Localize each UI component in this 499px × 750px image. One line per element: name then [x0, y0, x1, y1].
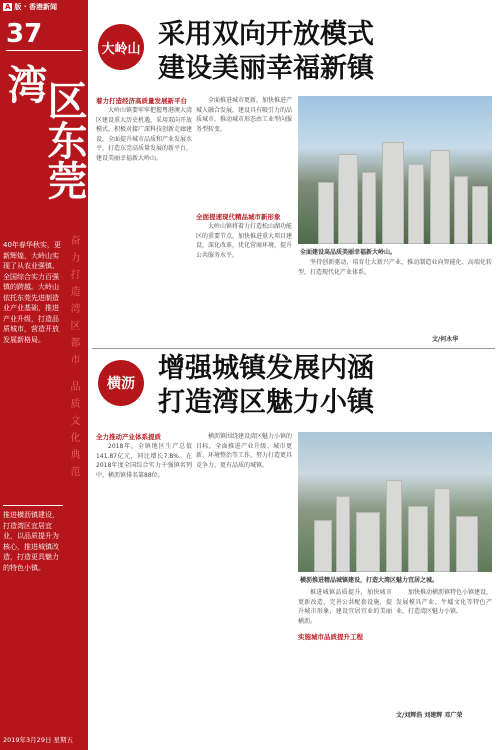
article1-body-col1: 大岭山镇要牢牢把握粤港澳大湾区建设重大历史机遇，采用双向开放模式，积极对接广深科技创新走廊建设，全面提升城市品质和产业发展水平，打造东莞高质量发展的新平台，建设美丽幸福新大岭山。: [96, 107, 192, 162]
category-badge-hengli: 横沥: [98, 360, 144, 406]
article2-body-col3: 推进城镇品质提升，加快城市更新改造，完善公共配套设施，提升城市形象，建设宜居宜业的美丽横沥。: [298, 589, 392, 625]
article2-body-col1: 2018年，全镇地区生产总值141.87亿元，同比增长7.8%。在2018年度全国综合实力千强镇名列中，横沥镇排名第88位。: [96, 443, 192, 479]
article2-headline: [158, 352, 374, 420]
main-content: [92, 0, 495, 750]
article2-headline-line1: 增强城镇发展内涵: [158, 353, 374, 384]
article1-headline-line2: 建设美丽幸福新镇: [158, 53, 374, 84]
sidebar: [0, 0, 88, 750]
masthead: [0, 0, 88, 14]
section-title-part1: 湾: [1, 64, 48, 104]
issue-date: 2019年3月29日 星期五: [3, 736, 74, 744]
article1-body-col4: 坚持创新驱动，培育壮大新兴产业，推动制造业向智能化、高端化转型，打造现代化产业体系。: [298, 259, 492, 276]
vertical-slogan: 奋力打造湾区都市 品质文化典范: [68, 235, 79, 484]
article1-subhead2: 全面提速现代精品城市新形象: [196, 213, 281, 221]
sidebar-intro-a: 40年春华秋实，更新辉煌，大岭山实现了从农业强镇、全国综合实力百强镇的跨越。大岭山依托东莞先进制造业产业基础，推进产业升级，打造品质城市，营造开放发展新格局。: [3, 241, 61, 344]
article2-subhead1: 全力推动产业体系提质: [96, 433, 161, 441]
article1-author: 文/何永华: [432, 336, 459, 343]
newspaper-logo: A: [5, 3, 11, 11]
article2-caption: 横沥推进精品城镇建设，打造大湾区魅力宜居之城。: [300, 577, 439, 584]
article1-body-col2: 全面推进城市更新，加快推进产城人融合发展，建设具有吸引力的品质城市，推动城市形态由工业型向服务型转变。: [196, 97, 292, 133]
category-badge-dalingshan: 大岭山: [98, 24, 144, 70]
page-number-divider: [6, 50, 82, 51]
article2-author: 文/刘辉浩 刘建辉 邓广荣: [396, 712, 463, 719]
article2-body-col4: 加快推动横沥镇特色小镇建设，发展模具产业、牛墟文化等特色产业，打造湾区魅力小镇。: [396, 589, 492, 616]
section-title-part2: 区东莞: [41, 80, 88, 200]
article2-headline-line2: 打造湾区魅力小镇: [158, 387, 374, 418]
article1-body-col3: 大岭山镇将着力打造松山湖功能区的重要节点，加快推进重大项目建设，深化改革，优化营商环境，提升公共服务水平。: [196, 223, 292, 259]
article2-photo: [298, 432, 492, 572]
article2-subhead2: 实施城市品质提升工程: [298, 633, 363, 641]
article1-subhead1: 着力打造经济高质量发展新平台: [96, 97, 187, 105]
page-number: 37: [6, 19, 43, 49]
sidebar-divider: [3, 505, 63, 506]
article1-photo: [298, 96, 492, 244]
article1-headline-line1: 采用双向开放模式: [158, 19, 374, 50]
article1-headline: [158, 18, 374, 86]
section-label: 版 · 香港新闻: [14, 3, 57, 11]
article2-body-col2: 横沥镇围绕建设湾区魅力小镇的目标，全面推进产业升级、城市更新、环境整治等工作，努力打造更具竞争力、更有品质的城镇。: [196, 433, 292, 469]
article1-caption: 全面建设高品质美丽幸福新大岭山。: [300, 249, 397, 256]
article-divider: [92, 348, 495, 349]
sidebar-intro-b: 推进横沥镇建设，打造湾区宜居宜业，以品质提升为核心，推进城镇改造，打造更具魅力的特色小镇。: [3, 511, 59, 572]
